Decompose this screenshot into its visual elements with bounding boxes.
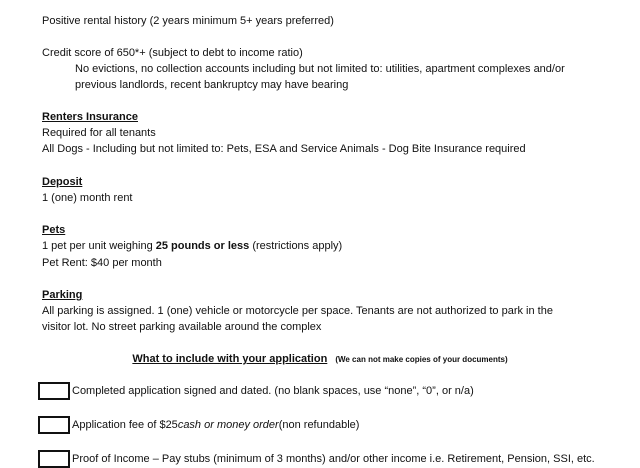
checkbox[interactable] [38,450,70,468]
checklist-item-application-fee [38,416,359,434]
renters-insurance-line-2: All Dogs - Including but not limited to: Pets, ESA and Service Animals - Dog Bite Insurance required [42,143,526,155]
credit-note-line-2: previous landlords, recent bankruptcy may have bearing [75,79,349,91]
credit-note-line-1: No evictions, no collection accounts including but not limited to: utilities, apartment complexes and/or [75,63,565,75]
checkbox[interactable] [38,382,70,400]
renters-insurance-heading: Renters Insurance [42,111,138,123]
pets-line-1 [42,239,342,253]
pets-line-1-part-c: (restrictions apply) [249,240,343,252]
deposit-line-1: 1 (one) month rent [42,192,133,204]
application-checklist-heading-row [0,352,640,367]
application-checklist-heading: What to include with your application [132,353,328,365]
checklist-item-completed-application [38,382,474,400]
parking-line-2: visitor lot. No street parking available around the complex [42,321,322,333]
credit-score-requirement: Credit score of 650*+ (subject to debt to income ratio) [42,47,303,59]
checklist-item-label-part-c: (non refundable) [278,419,360,431]
renters-insurance-line-1: Required for all tenants [42,127,156,139]
application-copy-note: (We can not make copies of your documents) [335,355,508,364]
parking-line-1: All parking is assigned. 1 (one) vehicle or motorcycle per space. Tenants are not authorized to park in the [42,305,553,317]
checklist-item-proof-of-income [38,450,595,468]
deposit-heading: Deposit [42,176,83,188]
pet-rent-line: Pet Rent: $40 per month [42,257,162,269]
checklist-item-label-part-a: Application fee of $25 [72,419,178,431]
checklist-item-label: Proof of Income – Pay stubs (minimum of 3 months) and/or other income i.e. Retirement, Pension, SSI, etc. [72,453,595,465]
parking-heading: Parking [42,289,83,301]
pets-weight-limit: 25 pounds or less [155,240,250,252]
checklist-item-label: Completed application signed and dated. (no blank spaces, use “none”, “0”, or n/a) [72,385,474,397]
checkbox[interactable] [38,416,70,434]
rental-history-requirement: Positive rental history (2 years minimum 5+ years preferred) [42,15,334,27]
payment-method: cash or money order [177,419,279,431]
pets-heading: Pets [42,224,66,236]
pets-line-1-part-a: 1 pet per unit weighing [42,240,156,252]
